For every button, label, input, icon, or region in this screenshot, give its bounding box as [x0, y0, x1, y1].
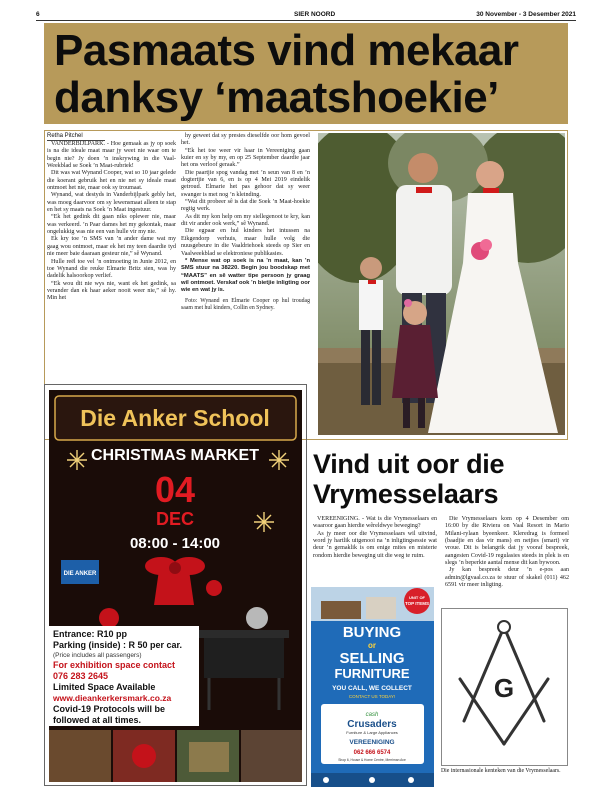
- square-and-compass-icon: [442, 609, 567, 765]
- christmas-ad-graphic: [49, 390, 302, 782]
- wedding-photo-illustration: [318, 133, 565, 435]
- wedding-photo: [318, 133, 565, 435]
- paragraph: VEREENIGING. - Wat is die Vrymesselaars en waaroor gaan hierdie wêreldwye beweging?: [313, 516, 437, 530]
- badge-text: UNIT OF: [409, 595, 425, 600]
- headline-line-1: Pasmaats vind mekaar: [54, 26, 519, 75]
- snowflake-icon: [254, 512, 274, 532]
- paragraph: Die Vrymesselaars kom op 4 Desember om 16:00 by die Riviera on Vaal Resort in Mario Milani-rylaan byeenkeer. Kleredrag is formeel (baadjie en das vir mans) en netjies (smart) vir vroue. Dit is belangrik dat jy vooraf bespreek, aangesien Covid-19 regulasies steeds in plek is en slegs ’n beperkte aantal mense dit kan bywoon.: [445, 516, 569, 567]
- ad-line: For exhibition space contact: [53, 660, 176, 670]
- headline-line-2: Vrymesselaars: [313, 479, 499, 509]
- brand-name: Crusaders: [347, 719, 397, 730]
- ad-line: BUYING: [342, 624, 402, 641]
- bauble-icon: [246, 607, 268, 629]
- logo-text: DIE ANKER: [63, 571, 97, 577]
- main-headline: [54, 27, 558, 121]
- paragraph: Jy kan bespreek deur ’n e-pos aan admin@lgvaal.co.za te stuur of skakel (011) 462 6591 vir meer inligting.: [445, 567, 569, 589]
- product-photo: [241, 730, 302, 782]
- product-photo: [49, 730, 111, 782]
- ad-line: Parking (inside) : R 50 per car.: [53, 640, 183, 650]
- snowflake-icon: [67, 450, 87, 470]
- badge-text: TOP ITEMS: [404, 601, 430, 606]
- paragraph: VANDERBIJLPARK. - Hoe gemaak as jy op soek is na die ideale maat maar jy weet nie waar om te begin nie? Jy doen ’n inskrywing in die Vaal-Weekblad se Soek ’n Maat-rubriek!: [47, 141, 176, 170]
- paragraph: Die paartjie spog vandag met ’n seun van 8 en ’n dogtertjie van 6, en is op 4 Mei 2019 eindelik getroud. Elmarie het pas gehoor dat sy weer swanger is met nog ’n kleinding.: [181, 169, 310, 198]
- ad-line: (Price includes all passengers): [53, 652, 142, 659]
- ad-address: Shop 6, House & Home Centre, Merriman Ave: [338, 758, 406, 762]
- ad-tagline: YOU CALL, WE COLLECT: [332, 685, 412, 692]
- ad-phone: 062 666 6574: [353, 750, 391, 756]
- ad-line: Limited Space Available: [53, 682, 156, 692]
- brand-name: cash: [365, 712, 379, 718]
- freemasons-column-2: [445, 516, 569, 589]
- sms-info: * Mense wat op soek is na ’n maat, kan ’n SMS stuur na 38220. Begin jou boodskap met “MAATS” en sê watter tipe persoon jy graag wil ontmoet. Verskaf ook ’n bietjie inligting oor wie en wat jy is.: [181, 257, 310, 294]
- svg-text:G: G: [493, 673, 515, 703]
- freemasons-headline: [313, 449, 573, 509]
- branch-name: VEREENIGING: [349, 739, 395, 746]
- headline-banner: [44, 23, 568, 124]
- article-column-1: [47, 141, 176, 303]
- freemasons-column-1: [313, 516, 437, 560]
- ad-line: Covid-19 Protocols will be: [53, 704, 166, 714]
- paragraph: As jy meer oor die Vrymesselaars wil uitvind, word jy hartlik uitgenooi na ’n inligtingsessie wat deur ’n gemaklik is om enige mites en misterie rondom hierdie beweging uit die weg te ruim.: [313, 530, 437, 559]
- event-name: CHRISTMAS MARKET: [91, 447, 259, 464]
- masonic-emblem: [441, 608, 568, 766]
- christmas-market-ad[interactable]: [49, 390, 302, 782]
- ad-phone: 076 283 2645: [53, 671, 109, 681]
- ad-line: or: [368, 641, 376, 650]
- whatsapp-icon: [408, 777, 414, 783]
- event-time: 08:00 - 14:00: [129, 535, 221, 552]
- page-number: 6: [36, 11, 40, 18]
- issue-date: 30 November - 3 Desember 2021: [476, 11, 576, 18]
- ad-website-link: www.dieankerkersmark.co.za: [53, 693, 172, 703]
- byline: Retha Pitchel: [47, 133, 105, 141]
- event-day: 04: [154, 469, 196, 510]
- headline-line-1: Vind uit oor die: [313, 449, 505, 479]
- website-icon: [369, 777, 375, 783]
- paragraph: “Ek wou dit nie wys nie, want ek het gedink, sa verander dan ek haar aeker nooit weer nie,” sê hy. Min het: [47, 280, 176, 302]
- event-month: DEC: [155, 509, 195, 529]
- paragraph: Die egpaar en hul kinders het intussen na Eikgendorp verhuis, maar hulle volg die nuusgebeure in die Vaaldriehoek steeds op Sier en Vaalweekblad se elektroniese publikasies.: [181, 228, 310, 257]
- furniture-ad[interactable]: [311, 587, 434, 787]
- headline-line-2: danksy ‘maatshoekie’: [54, 73, 499, 122]
- paragraph: hy geweet dat sy presies dieselfde oor hom gevoel het.: [181, 133, 310, 147]
- paragraph: Ek kry toe ’n SMS van ’n ander dame wat my gaag wou ontmoet, maar ek het my teen daardie tyd nie meer baie daaraan gesteur nie,” sê Wynand.: [47, 236, 176, 258]
- paragraph: Dit was wat Wynand Cooper, wat so 10 jaar gelede die koerant gebruik het en nie net sy ideale maat ontmoet het nie, maar ook sy troumaat.: [47, 170, 176, 192]
- facebook-icon: [323, 777, 329, 783]
- paragraph: Wynand, wat destyds in Vanderbijlpark gebly het, was moeg daarvoor om sy lewensmaat alleen te stap en het sy maats na Soek ’n Maat ingestuur.: [47, 192, 176, 214]
- brand-subtitle: Furniture & Large Appliances: [346, 730, 398, 735]
- publication-name: SIER NOORD: [294, 11, 336, 18]
- paragraph: As dit my kon help om my siellegenoot te kry, kan dit vir ander ook werk,” sê Wynand.: [181, 213, 310, 228]
- ad-line: FURNITURE: [334, 666, 410, 681]
- grill-illustration: [199, 630, 289, 638]
- school-name: Die Anker School: [80, 405, 270, 431]
- photo-caption: Foto: Wynand en Elmarie Cooper op hul troudag saam met hul kinders, Collin en Sydney.: [181, 297, 310, 311]
- ad-line: followed at all times.: [53, 715, 142, 725]
- bauble-icon: [206, 580, 222, 596]
- furniture-ad-graphic: [311, 587, 434, 787]
- page-header: [36, 9, 576, 21]
- paragraph: “Wat dit probeer sê is dat die Soek ’n Maat-hoekie regtig werk.: [181, 199, 310, 213]
- ad-line: Entrance: R10 pp: [53, 629, 128, 639]
- paragraph: “Ek het gedink dit gaan niks oplewer nie, maar was verkeerd. ’n Paar dames het my gekontak, maar ongelukkig was nie een van hulle vir my nie.: [47, 214, 176, 236]
- article-column-2: [181, 133, 310, 312]
- ad-line: CONTACT US TODAY!: [348, 694, 396, 699]
- emblem-caption: Die internasionale kenteken van die Vrymesselaars.: [441, 768, 561, 774]
- paragraph: “Ek het toe weer vir haar in Vereeniging gaan kuier en sy by my, en op 25 September daardie jaar het ons verloof geraak.”: [181, 147, 310, 169]
- ad-line: SELLING: [339, 650, 405, 667]
- snowflake-icon: [269, 450, 289, 470]
- paragraph: Hulle reël toe vel ’n ontmoeting in Junie 2012, en toe Wynand die reuke Elmarie Britz sien, was hy dadelik halsoorkop verlief.: [47, 258, 176, 280]
- bauble-icon: [99, 608, 119, 628]
